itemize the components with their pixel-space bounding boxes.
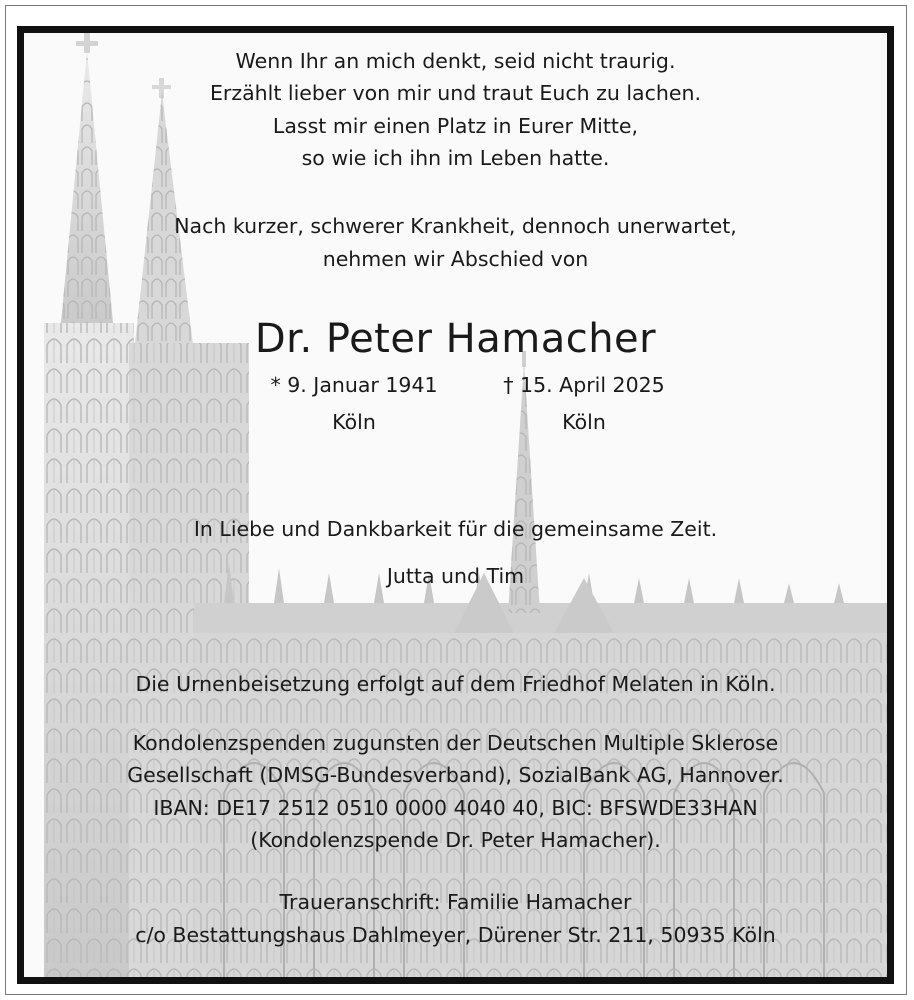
deceased-name: Dr. Peter Hamacher	[254, 316, 657, 362]
poem-line-1: Wenn Ihr an mich denkt, seid nicht traurig.	[235, 49, 676, 73]
address-line-2: c/o Bestattungshaus Dahlmeyer, Dürener Str. 211, 50935 Köln	[135, 923, 776, 947]
donation-line-2: Gesellschaft (DMSG-Bundesverband), SozialBank AG, Hannover.	[127, 763, 784, 787]
donation-line-3: IBAN: DE17 2512 0510 0000 4040 40, BIC: BFSWDE33HAN	[153, 796, 758, 820]
birth-place: Köln	[332, 410, 376, 434]
address-line-1: Traueranschrift: Familie Hamacher	[279, 890, 632, 914]
donation-line-1: Kondolenzspenden zugunsten der Deutschen Multiple Sklerose	[132, 731, 779, 755]
dedication: In Liebe und Dankbarkeit für die gemeinsame Zeit.	[193, 517, 718, 541]
mourners: Jutta und Tim	[386, 564, 525, 588]
death-date: † 15. April 2025	[503, 373, 665, 397]
poem-line-3: Lasst mir einen Platz in Eurer Mitte,	[272, 114, 639, 138]
obituary-card	[17, 26, 894, 984]
poem-line-2: Erzählt lieber von mir und traut Euch zu lachen.	[209, 81, 702, 105]
donation-line-4: (Kondolenzspende Dr. Peter Hamacher).	[250, 828, 661, 852]
poem-line-4: so wie ich ihn im Leben hatte.	[301, 146, 610, 170]
obituary-text	[24, 33, 887, 977]
death-place: Köln	[562, 410, 606, 434]
intro-line-2: nehmen wir Abschied von	[322, 247, 589, 271]
burial-notice: Die Urnenbeisetzung erfolgt auf dem Friedhof Melaten in Köln.	[135, 672, 776, 696]
intro-line-1: Nach kurzer, schwerer Krankheit, dennoch unerwartet,	[174, 214, 737, 238]
birth-date: * 9. Januar 1941	[270, 373, 438, 397]
